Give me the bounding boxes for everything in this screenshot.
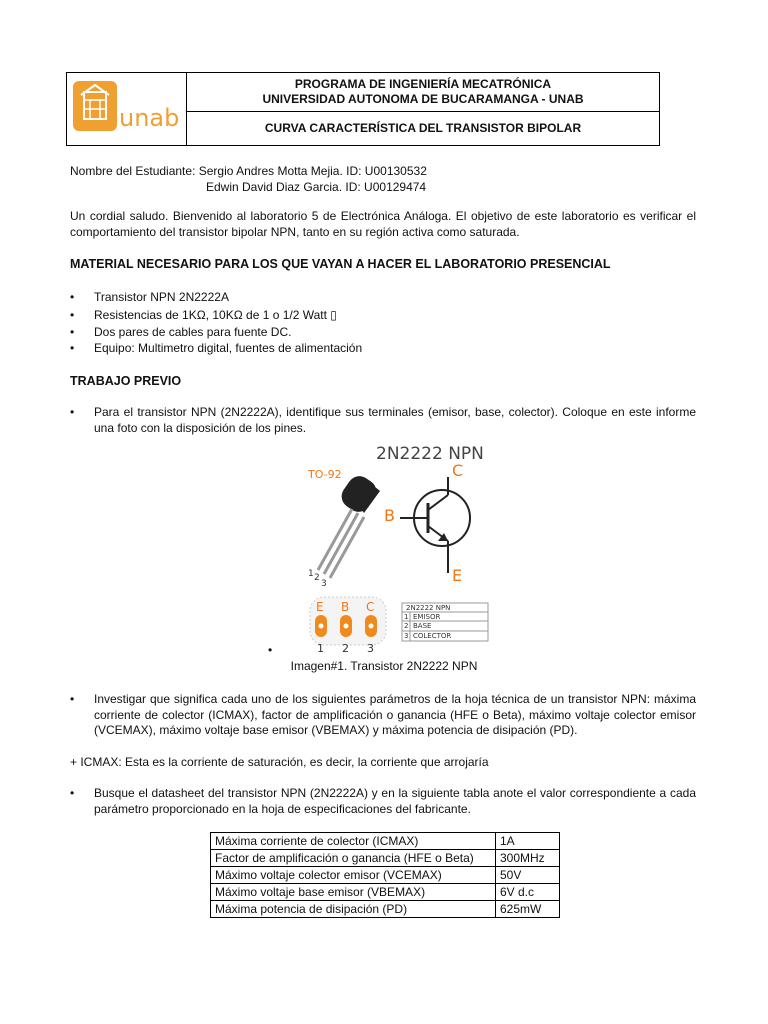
legend-name: EMISOR xyxy=(413,613,441,621)
materials-heading: MATERIAL NECESARIO PARA LOS QUE VAYAN A HACER EL LABORATORIO PRESENCIAL xyxy=(70,257,611,271)
lead-number: 3 xyxy=(321,579,327,589)
list-item-text: Equipo: Multimetro digital, fuentes de alimentación xyxy=(94,341,363,355)
student-line-2: Edwin David Diaz Garcia. ID: U00129474 xyxy=(206,180,427,194)
document-header xyxy=(66,72,660,146)
legend-name: COLECTOR xyxy=(413,632,452,640)
prework-heading: TRABAJO PREVIO xyxy=(70,374,182,388)
bullet-marker: • xyxy=(70,405,75,419)
bullet-marker: • xyxy=(70,290,75,304)
list-item-text: Resistencias de 1KΩ, 10KΩ de 1 o 1/2 Watt ▯ xyxy=(94,308,337,322)
list-item xyxy=(70,786,696,818)
intro-paragraph: Un cordial saludo. Bienvenido al laboratorio 5 de Electrónica Análoga. El objetivo de este laboratorio es verificar el comportamiento del transistor bipolar NPN, tanto en su región activa como saturada. xyxy=(70,209,696,239)
bullet-marker: • xyxy=(70,692,75,706)
parameter-cell: Máximo voltaje base emisor (VBEMAX) xyxy=(211,884,496,901)
pad-label: C xyxy=(366,600,375,614)
pin-legend-table xyxy=(402,603,488,641)
to92-package-icon xyxy=(308,471,381,589)
parameters-table xyxy=(210,832,560,918)
figure-title: 2N2222 NPN xyxy=(376,444,484,464)
header-titles xyxy=(187,73,659,112)
parameter-cell: Máxima corriente de colector (ICMAX) xyxy=(211,833,496,850)
lead-number: 1 xyxy=(308,569,314,579)
table-row xyxy=(211,884,560,901)
stray-bullet: • xyxy=(268,643,273,657)
parameter-cell: Máxima potencia de disipación (PD) xyxy=(211,901,496,918)
table-row xyxy=(211,867,560,884)
table-row xyxy=(211,901,560,918)
package-label: TO-92 xyxy=(308,468,342,481)
pad-label: E xyxy=(316,600,324,614)
legend-number: 1 xyxy=(404,613,409,621)
university-building-icon xyxy=(67,73,186,145)
parameter-cell: Máximo voltaje colector emisor (VCEMAX) xyxy=(211,867,496,884)
value-cell: 50V xyxy=(496,867,560,884)
list-item-text: Transistor NPN 2N2222A xyxy=(94,290,229,304)
list-item xyxy=(70,692,696,740)
legend-number: 2 xyxy=(404,622,409,630)
figure-caption: Imagen#1. Transistor 2N2222 NPN xyxy=(290,659,478,673)
bullet-marker: • xyxy=(70,325,75,339)
lead-number: 2 xyxy=(314,573,320,583)
list-item-text: Para el transistor NPN (2N2222A), identifique sus terminales (emisor, base, colector). Coloque en este informe una foto con la disposición de los pines. xyxy=(94,405,696,435)
value-cell: 300MHz xyxy=(496,850,560,867)
value-cell: 6V d.c xyxy=(496,884,560,901)
collector-pin-label: C xyxy=(452,461,464,480)
table-row xyxy=(211,850,560,867)
logo-text: unab xyxy=(119,104,180,132)
transistor-pinout-figure xyxy=(286,437,498,659)
parameter-cell: Factor de amplificación o ganancia (HFE o Beta) xyxy=(211,850,496,867)
list-item xyxy=(70,405,696,437)
emitter-pin-label: E xyxy=(452,566,463,585)
university-name: UNIVERSIDAD AUTONOMA DE BUCARAMANGA - UNAB xyxy=(262,92,584,106)
student-line-1: Nombre del Estudiante: Sergio Andres Motta Mejia. ID: U00130532 xyxy=(70,164,427,178)
bullet-marker: • xyxy=(70,786,75,800)
legend-title: 2N2222 NPN xyxy=(406,604,451,612)
value-cell: 1A xyxy=(496,833,560,850)
icmax-note: + ICMAX: Esta es la corriente de saturación, es decir, la corriente que arrojaría xyxy=(70,755,489,769)
legend-number: 3 xyxy=(404,632,409,640)
pad-number: 3 xyxy=(367,642,374,655)
table-row xyxy=(211,833,560,850)
program-name: PROGRAMA DE INGENIERÍA MECATRÓNICA xyxy=(294,77,552,91)
list-item-text: Dos pares de cables para fuente DC. xyxy=(94,325,292,339)
pcb-footprint xyxy=(310,597,386,655)
base-pin-label: B xyxy=(384,506,395,525)
pad-number: 2 xyxy=(342,642,349,655)
pad-label: B xyxy=(341,600,350,614)
list-item-text: Investigar que significa cada uno de los siguientes parámetros de la hoja técnica de un transistor NPN: máxima corriente de colector (ICMAX), factor de amplificación o ganancia (HFE o Beta), máximo voltaje colector emisor (VCEMAX), máximo voltaje base emisor (VBEMAX) y máxima potencia de disipación (PD). xyxy=(94,692,696,737)
bullet-marker: • xyxy=(70,308,75,322)
npn-symbol-icon xyxy=(400,477,470,573)
legend-name: BASE xyxy=(413,622,432,630)
value-cell: 625mW xyxy=(496,901,560,918)
unab-logo xyxy=(67,73,187,145)
document-title: CURVA CARACTERÍSTICA DEL TRANSISTOR BIPOLAR xyxy=(264,121,582,135)
bullet-marker: • xyxy=(70,341,75,355)
pad-number: 1 xyxy=(317,642,324,655)
list-item-text: Busque el datasheet del transistor NPN (2N2222A) y en la siguiente tabla anote el valor correspondiente a cada parámetro proporcionado en la hoja de especificaciones del fabricante. xyxy=(94,786,696,816)
